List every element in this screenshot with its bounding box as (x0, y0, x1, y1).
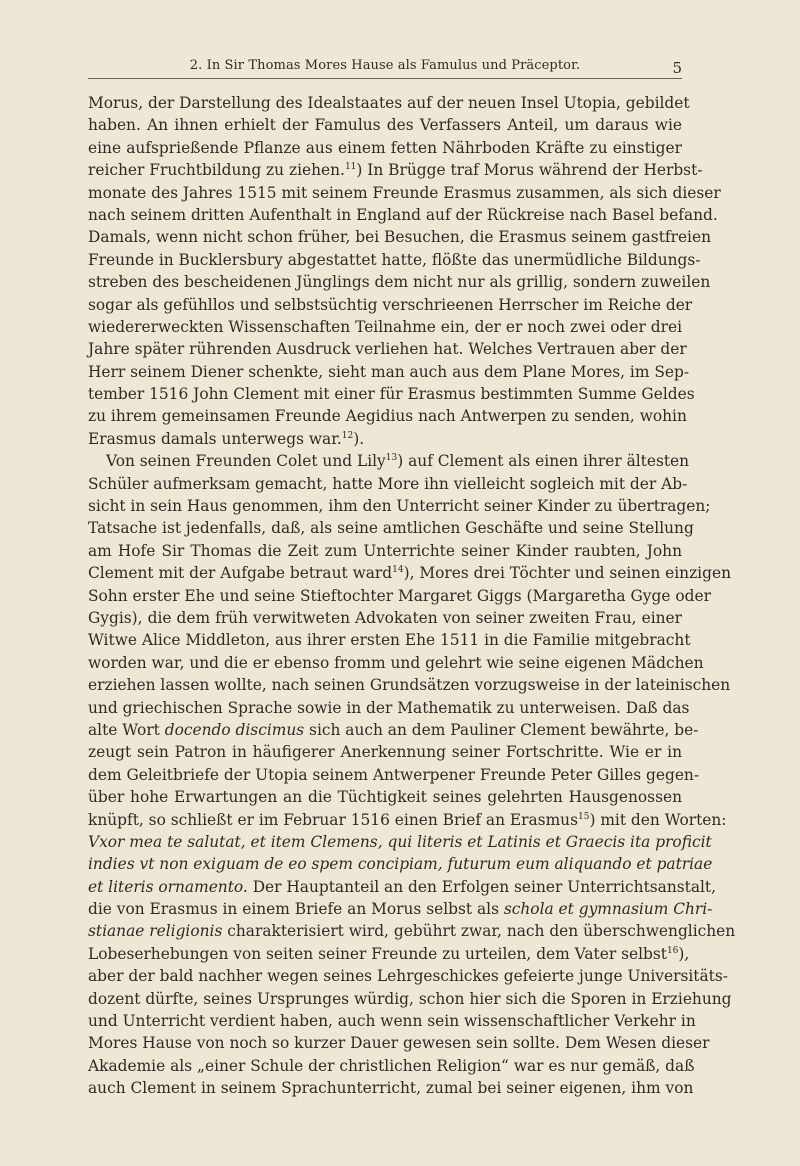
text-line: dozent dürfte, seines Ursprunges würdig, schon hier sich die Sporen in Erziehung (88, 989, 732, 1008)
text-line: streben des bescheidenen Jünglings dem nicht nur als grillig, sondern zuweilen (88, 273, 711, 292)
latin-quotation: Vxor mea te salutat, et item Clemens, qui literis et Latinis et Graecis ita proficit (88, 832, 712, 851)
text-line: und Unterricht verdient haben, auch wenn sein wissenschaftlicher Verkehr in (88, 1012, 696, 1031)
text-line: Freunde in Bucklersbury abgestattet hatte, flößte das unermüdliche Bildungs- (88, 250, 701, 269)
footnote-marker: 15 (577, 811, 590, 822)
latin-quotation: stianae religionis (88, 922, 223, 941)
text-line: zeugt sein Patron in häufigerer Anerkennung seiner Fortschritte. Wie er in (88, 743, 682, 762)
text-line: und griechischen Sprache sowie in der Mathematik zu unterweisen. Daß das (88, 698, 690, 717)
latin-quotation: docendo discimus (164, 720, 305, 739)
text-line: nach seinem dritten Aufenthalt in England auf der Rückreise nach Basel befand. (88, 205, 718, 224)
body-text (88, 92, 736, 1100)
text-line: eine aufsprießende Pflanze aus einem fetten Nährboden Kräfte zu einstiger (88, 138, 682, 157)
text-line: Clement mit der Aufgabe betraut ward$^{14}$), Mores drei Töchter und seinen einzigen (88, 564, 731, 583)
text-line: Erasmus damals unterwegs war.$^{12}$). (88, 429, 365, 448)
text-line: monate des Jahres 1515 mit seinem Freunde Erasmus zusammen, als sich dieser (88, 183, 721, 202)
text-line: sogar als gefühllos und selbstsüchtig verschrieenen Herrscher im Reiche der (88, 295, 693, 314)
text-line: am Hofe Sir Thomas die Zeit zum Unterrichte seiner Kinder raubten, John (88, 541, 682, 560)
text-line: Gygis), die dem früh verwitweten Advokaten von seiner zweiten Frau, einer (88, 608, 682, 627)
text-line: auch Clement in seinem Sprachunterricht, zumal bei seiner eigenen, ihm von (88, 1079, 694, 1098)
footnote-marker: 16 (666, 945, 679, 956)
page-header (88, 58, 682, 78)
footnote-marker: 11 (344, 162, 357, 173)
text-line: tember 1516 John Clement mit einer für Erasmus bestimmten Summe Geldes (88, 385, 695, 404)
text-line: Sohn erster Ehe und seine Stieftochter Margaret Giggs (Margaretha Gyge oder (88, 586, 711, 605)
text-line: die von Erasmus in einem Briefe an Morus selbst als schola et gymnasium Chri- (88, 900, 713, 919)
text-line: zu ihrem gemeinsamen Freunde Aegidius nach Antwerpen zu senden, wohin (88, 407, 687, 426)
text-line: erziehen lassen wollte, nach seinen Grundsätzen vorzugsweise in der lateinischen (88, 676, 731, 695)
text-line: über hohe Erwartungen an die Tüchtigkeit seines gelehrten Hausgenossen (88, 788, 682, 807)
text-line: Witwe Alice Middleton, aus ihrer ersten Ehe 1511 in die Familie mitgebracht (88, 631, 691, 650)
text-line: Tatsache ist jedenfalls, daß, als seine amtlichen Geschäfte und seine Stellung (88, 519, 694, 538)
latin-quotation: schola et gymnasium Chri- (503, 900, 713, 919)
text-line: Mores Hause von noch so kurzer Dauer gewesen sein sollte. Dem Wesen dieser (88, 1034, 710, 1053)
latin-quotation: et literis ornamento. (88, 877, 248, 896)
text-line: sicht in sein Haus genommen, ihm den Unterricht seiner Kinder zu übertragen; (88, 497, 711, 516)
page-number: 5 (672, 59, 682, 77)
text-line: alte Wort docendo discimus sich auch an dem Pauliner Clement bewährte, be- (88, 720, 699, 739)
text-line: et literis ornamento. Der Hauptanteil an den Erfolgen seiner Unterrichtsanstalt, (88, 877, 717, 896)
text-line: Lobeserhebungen von seiten seiner Freunde zu urteilen, dem Vater selbst$^{16}$), (88, 944, 690, 963)
text-line (88, 831, 712, 853)
text-line: worden war, und die er ebenso fromm und gelehrt wie seine eigenen Mädchen (88, 653, 704, 672)
footnote-marker: 14 (392, 565, 404, 576)
text-line: Herr seinem Diener schenkte, sieht man auch aus dem Plane Mores, im Sep- (88, 362, 690, 381)
latin-quotation: indies vt non exiguam de eo spem concipiam, futurum eum aliquando et patriae (88, 855, 713, 874)
footnote-marker: 13 (385, 453, 398, 464)
text-line: aber der bald nachher wegen seines Lehrgeschickes gefeierte junge Universitäts- (88, 967, 728, 986)
header-rule (88, 78, 682, 79)
text-line: Von seinen Freunden Colet und Lily$^{13}$) auf Clement als einen ihrer ältesten (106, 452, 690, 471)
footnote-marker: 12 (341, 430, 354, 441)
text-line: Schüler aufmerksam gemacht, hatte More ihn vielleicht sogleich mit der Ab- (88, 474, 688, 493)
text-line: dem Geleitbriefe der Utopia seinem Antwerpener Freunde Peter Gilles gegen- (88, 765, 700, 784)
text-line: wiedererweckten Wissenschaften Teilnahme ein, der er noch zwei oder drei (88, 317, 682, 336)
text-line: reicher Fruchtbildung zu ziehen.$^{11}$) In Brügge traf Morus während der Herbst- (88, 161, 703, 180)
text-line: stianae religionis charakterisiert wird, gebührt zwar, nach den überschwenglichen (88, 922, 736, 941)
text-line: haben. An ihnen erhielt der Famulus des Verfassers Anteil, um daraus wie (88, 116, 682, 135)
text-line (88, 853, 713, 875)
text-line: Morus, der Darstellung des Idealstaates auf der neuen Insel Utopia, gebildet (88, 94, 690, 112)
text-line: Damals, wenn nicht schon früher, bei Besuchen, die Erasmus seinem gastfreien (88, 228, 711, 247)
text-line: Akademie als „einer Schule der christlichen Religion“ war es nur gemäß, daß (88, 1056, 695, 1075)
text-line: Jahre später rührenden Ausdruck verliehen hat. Welches Vertrauen aber der (88, 340, 687, 359)
text-line: knüpft, so schließt er im Februar 1516 einen Brief an Erasmus$^{15}$) mit den Worten: (88, 810, 727, 829)
running-title: 2. In Sir Thomas Mores Hause als Famulus und Präceptor. (189, 58, 581, 73)
